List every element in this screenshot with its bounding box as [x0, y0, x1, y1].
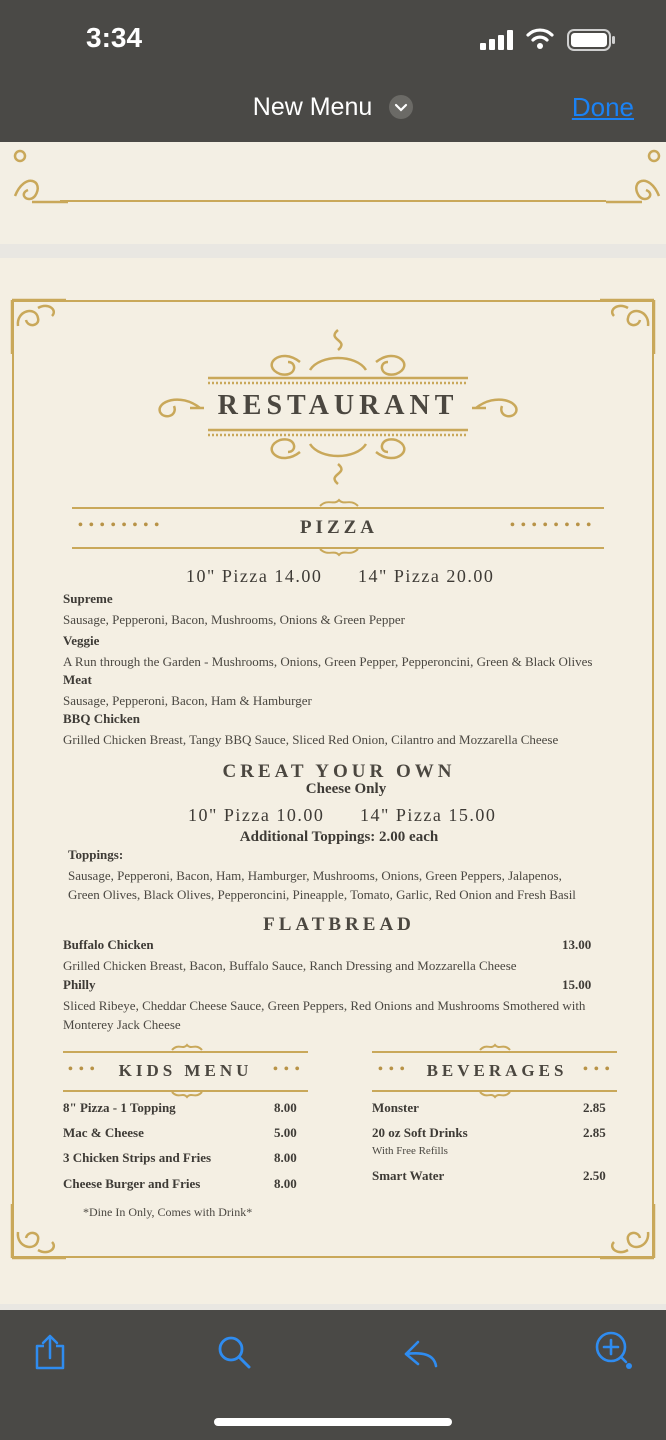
- flatbread-item-price: 13.00: [562, 937, 592, 952]
- done-button[interactable]: Done: [571, 92, 634, 122]
- kids-item-name: Cheese Burger and Fries: [63, 1176, 201, 1191]
- kids-item-name: Mac & Cheese: [63, 1125, 144, 1140]
- pizza-section-title: PIZZA: [299, 517, 379, 538]
- toppings-list: Sausage, Pepperoni, Bacon, Ham, Hamburger, Mushrooms, Onions, Green Peppers, Jalapenos,: [68, 868, 562, 883]
- scroll-ornament-icon: [318, 547, 360, 557]
- dots-decoration: •••: [583, 1062, 616, 1077]
- status-time: 3:34: [86, 22, 143, 53]
- nav-title[interactable]: [0, 92, 666, 122]
- scroll-ornament-icon: [318, 498, 360, 508]
- flatbread-item-name: Philly: [63, 977, 96, 992]
- ornament-corner-icon: [598, 296, 658, 356]
- scroll-ornament-icon: [170, 1090, 204, 1099]
- pizza-item-name: BBQ Chicken: [63, 711, 140, 726]
- beverage-item-price: 2.50: [583, 1168, 606, 1183]
- signal-icon: [480, 30, 516, 50]
- ornament-corner-icon: [8, 296, 68, 356]
- beverages-section-title: BEVERAGES: [426, 1061, 568, 1080]
- pizza-item-name: Supreme: [63, 591, 113, 606]
- create-own-title: CREAT YOUR OWN: [222, 761, 456, 782]
- pizza-item-desc: Grilled Chicken Breast, Tangy BBQ Sauce, Sliced Red Onion, Cilantro and Mozzarella Cheese: [63, 732, 559, 747]
- pizza-item-desc: Sausage, Pepperoni, Bacon, Ham & Hamburger: [63, 693, 312, 708]
- dots-decoration: ••••••••: [510, 518, 598, 533]
- kids-item-price: 8.00: [274, 1150, 297, 1165]
- markup-icon[interactable]: [594, 1330, 634, 1370]
- beverage-item-price: 2.85: [583, 1125, 606, 1140]
- toppings-list: Green Olives, Black Olives, Pepperoncini, Pineapple, Tomato, Garlic, Red Onion and Fresh Basil: [68, 887, 576, 902]
- battery-icon: [567, 29, 615, 51]
- ornament-corner-icon: [598, 1202, 658, 1262]
- ornament-corner-icon: [604, 146, 664, 206]
- reply-icon[interactable]: [404, 1334, 438, 1370]
- pizza-item-name: Veggie: [63, 633, 100, 648]
- create-price-10: 10" Pizza 10.00: [188, 805, 325, 825]
- ornament-corner-icon: [10, 146, 70, 206]
- wifi-icon: [526, 26, 554, 50]
- pizza-item-desc: A Run through the Garden - Mushrooms, Onions, Green Pepper, Pepperoncini, Green & Black Olives: [63, 654, 593, 669]
- pizza-price-10: 10" Pizza 14.00: [186, 566, 323, 586]
- beverage-item-name: 20 oz Soft Drinks: [372, 1125, 468, 1140]
- home-indicator[interactable]: [214, 1418, 452, 1426]
- pizza-price-14: 14" Pizza 20.00: [358, 566, 495, 586]
- beverage-item-sub: With Free Refills: [372, 1145, 448, 1157]
- kids-item-price: 8.00: [274, 1176, 297, 1191]
- page-border-bottom: [60, 200, 606, 202]
- scroll-ornament-icon: [478, 1043, 512, 1052]
- additional-toppings: Additional Toppings: 2.00 each: [239, 829, 439, 845]
- dots-decoration: ••••••••: [78, 518, 166, 533]
- beverage-item-name: Monster: [372, 1100, 419, 1115]
- flatbread-item-desc: Monterey Jack Cheese: [63, 1017, 181, 1032]
- kids-note: *Dine In Only, Comes with Drink*: [83, 1205, 253, 1219]
- kids-item-price: 5.00: [274, 1125, 297, 1140]
- pizza-item-name: Meat: [63, 672, 92, 687]
- previous-page: [0, 142, 666, 244]
- ornament-corner-icon: [8, 1202, 68, 1262]
- beverage-item-name: Smart Water: [372, 1168, 445, 1183]
- pizza-item-desc: Sausage, Pepperoni, Bacon, Mushrooms, Onions & Green Pepper: [63, 612, 405, 627]
- dots-decoration: •••: [273, 1062, 306, 1077]
- flatbread-item-desc: Grilled Chicken Breast, Bacon, Buffalo Sauce, Ranch Dressing and Mozzarella Cheese: [63, 958, 517, 973]
- beverage-item-price: 2.85: [583, 1100, 606, 1115]
- kids-item-price: 8.00: [274, 1100, 297, 1115]
- search-icon[interactable]: [217, 1334, 251, 1370]
- scroll-ornament-icon: [170, 1043, 204, 1052]
- create-own-subtitle: Cheese Only: [305, 781, 387, 797]
- kids-item-name: 8" Pizza - 1 Topping: [63, 1100, 176, 1115]
- flatbread-item-desc: Sliced Ribeye, Cheddar Cheese Sauce, Green Peppers, Red Onions and Mushrooms Smothered with: [63, 998, 586, 1013]
- toppings-label: Toppings:: [68, 847, 124, 862]
- scroll-ornament-icon: [478, 1090, 512, 1099]
- flatbread-item-name: Buffalo Chicken: [63, 937, 154, 952]
- dots-decoration: •••: [68, 1062, 101, 1077]
- kids-section-title: KIDS MENU: [118, 1061, 253, 1080]
- share-icon[interactable]: [33, 1334, 67, 1370]
- kids-item-name: 3 Chicken Strips and Fries: [63, 1150, 212, 1165]
- document-title: New Menu: [252, 92, 373, 121]
- restaurant-name: RESTAURANT: [217, 390, 459, 421]
- create-price-14: 14" Pizza 15.00: [360, 805, 497, 825]
- dots-decoration: •••: [378, 1062, 411, 1077]
- flatbread-item-price: 15.00: [562, 977, 592, 992]
- chevron-down-icon[interactable]: [389, 95, 413, 119]
- flatbread-section-title: FLATBREAD: [263, 914, 415, 935]
